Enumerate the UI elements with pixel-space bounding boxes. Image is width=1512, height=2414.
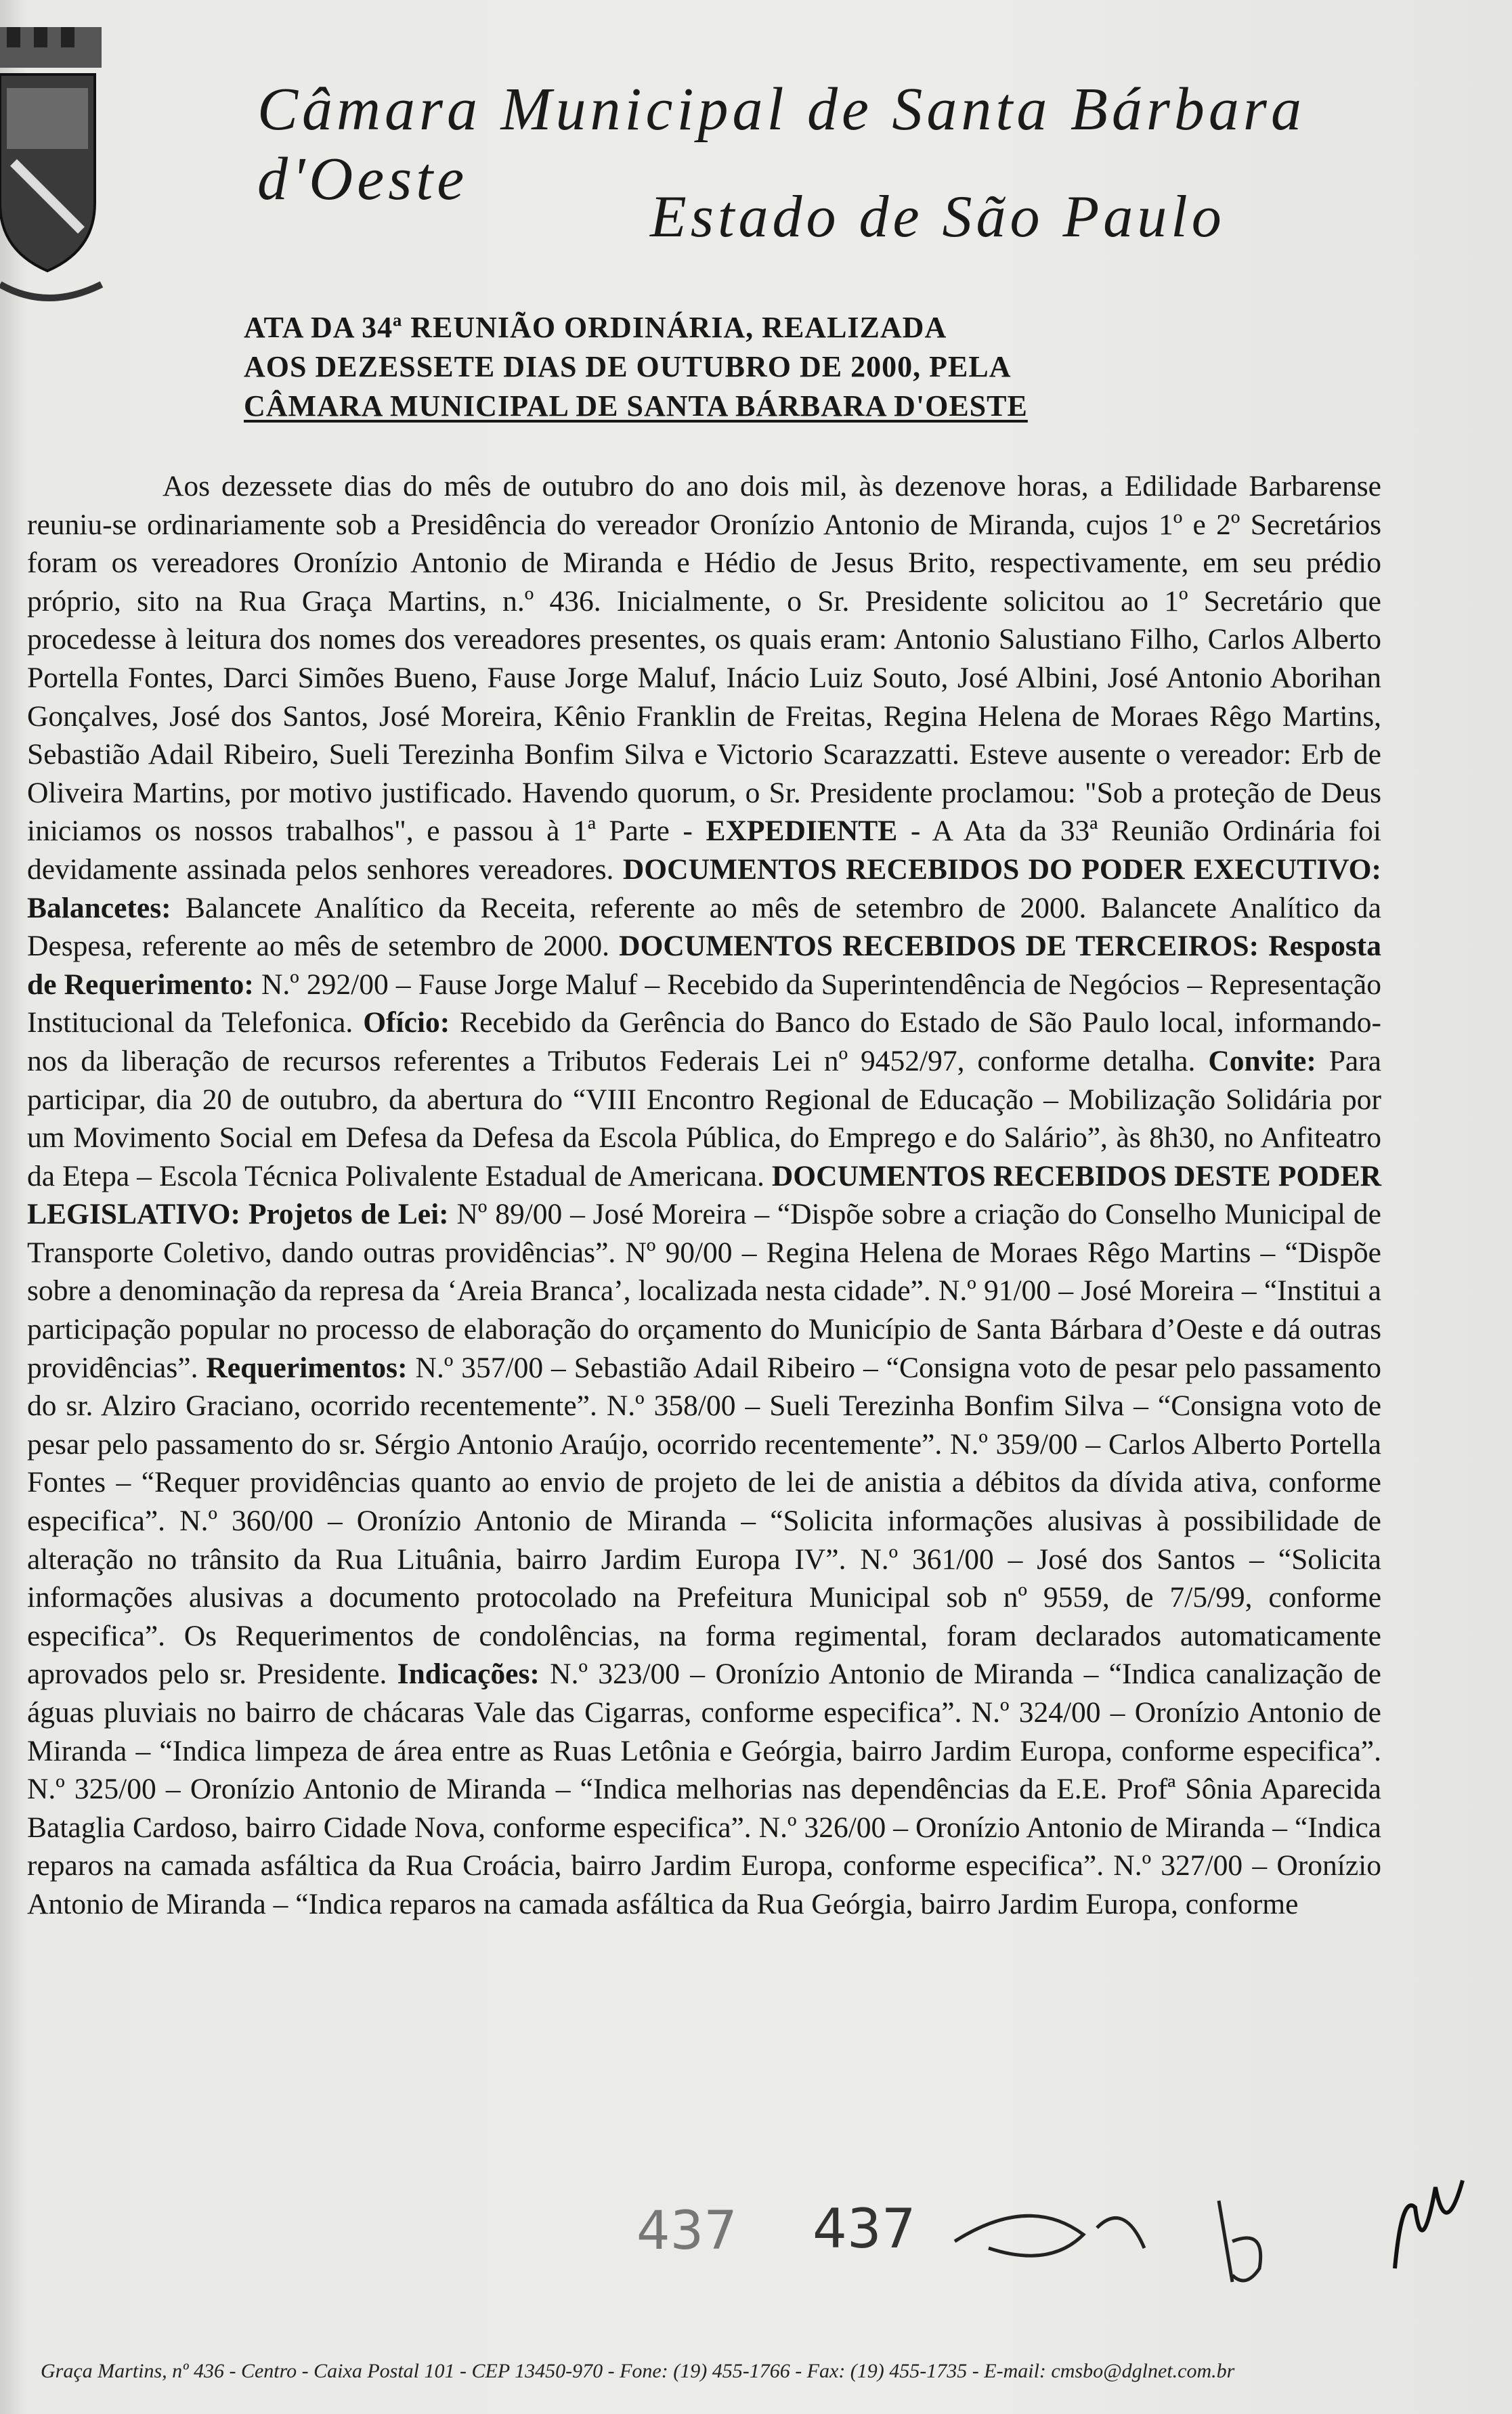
- minutes-body: [27, 467, 1381, 1924]
- title-line-3: CÂMARA MUNICIPAL DE SANTA BÁRBARA D'OESTE: [244, 389, 1028, 423]
- stamped-page-number: 437: [813, 2197, 916, 2260]
- minutes-paragraph: [27, 467, 1381, 1924]
- heading-executive-docs: DOCUMENTOS RECEBIDOS DO PODER EXECUTIVO: Balancetes:: [27, 853, 1381, 924]
- heading-oficio: Ofício:: [363, 1006, 450, 1039]
- title-line-2: AOS DEZESSETE DIAS DE OUTUBRO DE 2000, PELA: [244, 350, 1012, 383]
- heading-expediente: EXPEDIENTE: [706, 815, 898, 848]
- heading-convite: Convite:: [1208, 1044, 1316, 1077]
- heading-indicacoes: Indicações:: [397, 1658, 540, 1691]
- text-oficio: Recebido da Gerência do Banco do Estado de São Paulo local, informando-nos da liberação de recursos referentes a Tributos Federais Lei nº 9452/97, conforme detalha.: [27, 1006, 1381, 1077]
- text-ata: - A Ata da 33ª Reunião Ordinária foi devidamente assinada pelos senhores vereadores.: [27, 815, 1381, 886]
- text-convite: Para participar, dia 20 de outubro, da abertura do “VIII Encontro Regional de Educação – Mobilização Solidária por um Movimento Social em Defesa da Defesa da Escola Pública, do Emprego e do Salário”, às 8h30, no Anfiteatro da Etepa – Escola Técnica Polivalente Estadual de Americana.: [27, 1044, 1381, 1192]
- signatures-footer: [948, 2187, 1314, 2296]
- text-indicacoes: N.º 323/00 – Oronízio Antonio de Miranda – “Indica canalização de águas pluviais no bairro de chácaras Vale das Cigarras, conforme especifica”. N.º 324/00 – Oronízio Antonio de Miranda – “Indica limpeza de área entre as Ruas Letônia e Geórgia, bairro Jardim Europa, conforme especifica”. N.º 325/00 – Oronízio Antonio de Miranda – “Indica melhorias nas dependências da E.E. Profª Sônia Aparecida Bataglia Cardoso, bairro Cidade Nova, conforme especifica”. N.º 326/00 – Oronízio Antonio de Miranda – “Indica reparos na camada asfáltica da Rua Croácia, bairro Jardim Europa, conforme especifica”. N.º 327/00 – Oronízio Antonio de Miranda – “Indica reparos na camada asfáltica da Rua Geórgia, bairro Jardim Europa, conforme: [27, 1658, 1381, 1920]
- coat-of-arms-emblem: [0, 27, 108, 311]
- text-resposta: N.º 292/00 – Fause Jorge Maluf – Recebido da Superintendência de Negócios – Representação Institucional da Telefonica.: [27, 968, 1381, 1039]
- signature-initials: [1381, 2167, 1483, 2282]
- text-opening: Aos dezessete dias do mês de outubro do ano dois mil, às dezenove horas, a Edilidade Barbarense reuniu-se ordinariamente sob a Presidência do vereador Oronízio Antonio de Miranda, cujos 1º e 2º Secretários foram os vereadores Oronízio Antonio de Miranda e Hédio de Jesus Brito, respectivamente, em seu prédio próprio, sito na Rua Graça Martins, n.º 436. Inicialmente, o Sr. Presidente solicitou ao 1º Secretário que procedesse à leitura dos nomes dos vereadores presentes, os quais eram: Antonio Salustiano Filho, Carlos Alberto Portella Fontes, Darci Simões Bueno, Fause Jorge Maluf, Inácio Luiz Souto, José Albini, José Antonio Aborihan Gonçalves, José dos Santos, José Moreira, Kênio Franklin de Freitas, Regina Helena de Moraes Rêgo Martins, Sebastião Adail Ribeiro, Sueli Terezinha Bonfim Silva e Victorio Scarazzatti. Esteve ausente o vereador: Erb de Oliveira Martins, por motivo justificado. Havendo quorum, o Sr. Presidente proclamou: "Sob a proteção de Deus iniciamos os nossos trabalhos", e passou à 1ª Parte -: [27, 470, 1381, 848]
- letterhead-chamber-name: Câmara Municipal de Santa Bárbara d'Oeste: [257, 76, 1305, 213]
- heading-third-party-docs: DOCUMENTOS RECEBIDOS DE TERCEIROS: Resposta de Requerimento:: [27, 930, 1381, 1001]
- heading-requerimentos: Requerimentos:: [206, 1351, 408, 1384]
- footer-address: Graça Martins, nº 436 - Centro - Caixa Postal 101 - CEP 13450-970 - Fone: (19) 455-1766 - Fax: (19) 455-1735 - E-mail: cmsbo@dglnet.com.br: [41, 2360, 1235, 2382]
- text-projetos: Nº 89/00 – José Moreira – “Dispõe sobre a criação do Conselho Municipal de Transporte Coletivo, dando outras providências”. Nº 90/00 – Regina Helena de Moraes Rêgo Martins – “Dispõe sobre a denominação da represa da ‘Areia Branca’, localizada nesta cidade”. N.º 91/00 – José Moreira – “Institui a participação popular no processo de elaboração do orçamento do Município de Santa Bárbara d’Oeste e dá outras providências”.: [27, 1198, 1381, 1384]
- heading-legislative-docs: DOCUMENTOS RECEBIDOS DESTE PODER LEGISLATIVO: Projetos de Lei:: [27, 1159, 1381, 1231]
- title-line-1: ATA DA 34ª REUNIÃO ORDINÁRIA, REALIZADA: [244, 311, 947, 344]
- text-requerimentos: N.º 357/00 – Sebastião Adail Ribeiro – “Consigna voto de pesar pelo passamento do sr. Alziro Graciano, ocorrido recentemente”. N.º 358/00 – Sueli Terezinha Bonfim Silva – “Consigna voto de pesar pelo passamento do sr. Sérgio Antonio Araújo, ocorrido recentemente”. N.º 359/00 – Carlos Alberto Portella Fontes – “Requer providências quanto ao envio de projeto de lei de anistia a débitos da dívida ativa, conforme especifica”. N.º 360/00 – Oronízio Antonio de Miranda – “Solicita informações alusivas à possibilidade de alteração no trânsito da Rua Lituânia, bairro Jardim Europa IV”. N.º 361/00 – José dos Santos – “Solicita informações alusivas a documento protocolado na Prefeitura Municipal sob nº 9559, de 7/5/99, conforme especifica”. Os Requerimentos de condolências, na forma regimental, foram declarados automaticamente aprovados pelo sr. Presidente.: [27, 1351, 1381, 1691]
- text-balancetes: Balancete Analítico da Receita, referente ao mês de setembro de 2000. Balancete Analítico da Despesa, referente ao mês de setembro de 2000.: [27, 891, 1381, 963]
- minutes-title: [244, 308, 1138, 426]
- handwritten-page-number: 437: [636, 2201, 737, 2262]
- letterhead-state-name: Estado de São Paulo: [650, 184, 1226, 250]
